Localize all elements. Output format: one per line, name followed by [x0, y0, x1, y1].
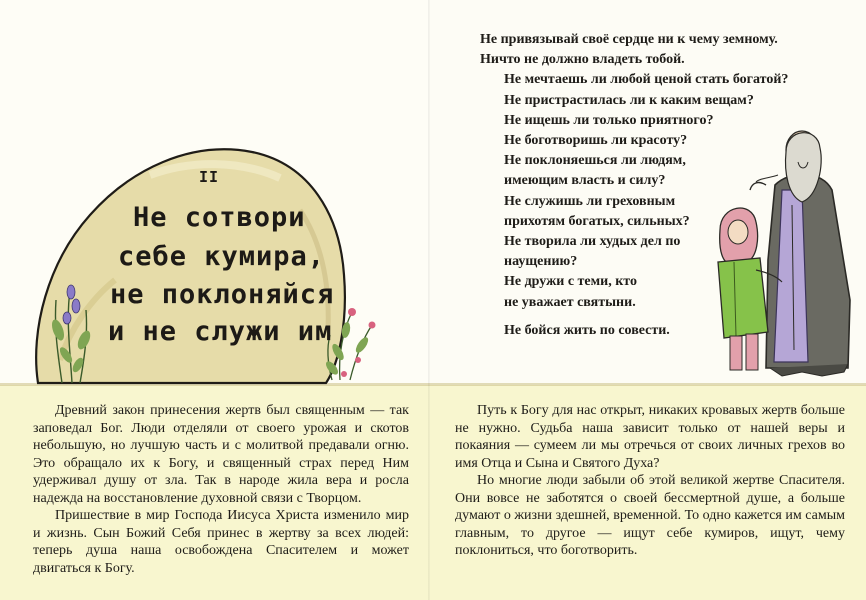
question-line: Не служишь ли греховным	[504, 193, 676, 209]
left-paragraph: Древний закон принесения жертв был священным — так заповедал Бог. Люди отделяли от своего урожая и скотов небольшую, но лучшую часть и с молитвой предавали огню. Это обращало их к Богу, и священный страх перед Ним удерживал душу от зла. Так в народе жила вера и росла надежда на восстановление духовной связи с Творцом.	[33, 403, 409, 506]
stone-line-2: себе кумира,	[118, 241, 326, 272]
left-body-text	[33, 402, 409, 577]
question-line: прихотям богатых, сильных?	[504, 213, 690, 229]
right-body-text	[455, 402, 845, 560]
right-paragraph: Путь к Богу для нас открыт, никаких кровавых жертв больше не нужно. Судьба наша зависит только от нашей веры и покаяния — сумеем ли мы отречься от своих личных грехов во имя Отца и Сына и Святого Духа?	[455, 403, 845, 471]
question-line: Не творила ли худых дел по	[504, 234, 681, 250]
question-line: не уважает святыни.	[504, 294, 636, 310]
left-page	[0, 0, 430, 600]
question-line: Не ищешь ли только приятного?	[504, 112, 714, 128]
question-line: Не дружи с теми, кто	[504, 274, 637, 290]
question-line: имеющим власть и силу?	[504, 173, 666, 189]
stone-line-4: и не служи им	[108, 316, 333, 347]
stone-numeral: II	[199, 168, 220, 186]
question-line: Не поклоняешься ли людям,	[504, 153, 686, 169]
questions-list	[480, 30, 866, 341]
question-line: Не мечтаешь ли любой ценой стать богатой?	[504, 72, 789, 88]
stone-line-1: Не сотвори	[133, 202, 306, 233]
left-paragraph: Пришествие в мир Господа Иисуса Христа изменило мир и жизнь. Сын Божий Себя принес в жертву за всех людей: теперь душа наша освобождена Спасителем и может двигаться к Богу.	[33, 508, 409, 576]
right-page	[430, 0, 866, 600]
right-paragraph: Но многие люди забыли об этой великой жертве Спасителя. Они вовсе не заботятся о своей бессмертной душе, а больше думают о жизни здешней, временной. То одно кажется им самым главным, то другое — ищут себе кумиров, ищут, чему поклониться, что боготворить.	[455, 473, 845, 558]
question-line: Не пристрастилась ли к каким вещам?	[504, 92, 754, 108]
question-line: наущению?	[504, 254, 578, 270]
question-line: Ничто не должно владеть тобой.	[480, 52, 685, 68]
question-line: Не боготворишь ли красоту?	[504, 133, 688, 149]
question-line: Не привязывай своё сердце ни к чему земному.	[480, 32, 778, 47]
stone-line-3: не поклоняйся	[110, 279, 335, 310]
question-line: Не бойся жить по совести.	[504, 322, 670, 338]
flower-pink	[341, 308, 376, 377]
